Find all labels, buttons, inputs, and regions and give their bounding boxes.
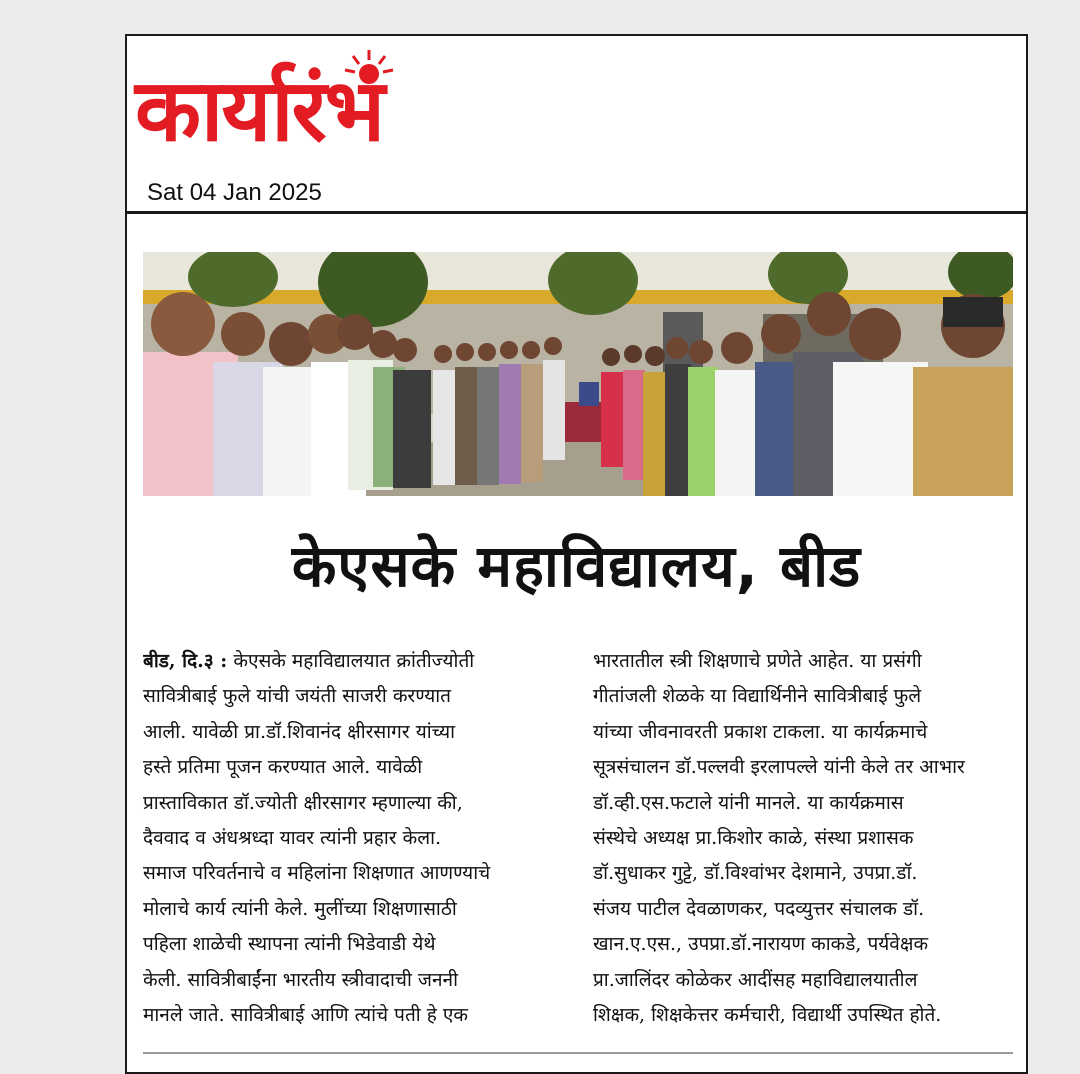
- event-photo: [143, 252, 1013, 496]
- column-line: भारतातील स्त्री शिक्षणाचे प्रणेते आहेत. या प्रसंगी: [593, 650, 922, 672]
- column-line: मोलाचे कार्य त्यांनी केले. मुलींच्या शिक्षणासाठी: [143, 897, 457, 920]
- logo-wordmark: कार्यारंभ: [135, 61, 384, 161]
- masthead: [127, 36, 1026, 214]
- column-line: शिक्षक, शिक्षकेत्तर कर्मचारी, विद्यार्थी उपस्थित होते.: [593, 1004, 942, 1027]
- column-divider-rule: [143, 1052, 1013, 1054]
- article-column-left: [143, 644, 563, 1033]
- newspaper-clipping: [125, 34, 1028, 1074]
- column-line: सूत्रसंचालन डॉ.पल्लवी इरलापल्ले यांनी केले तर आभार: [593, 756, 965, 779]
- article-headline: केएसके महाविद्यालय, बीड: [291, 532, 862, 600]
- article-dateline: बीड, दि.३ :: [143, 650, 228, 672]
- column-line: पहिला शाळेची स्थापना त्यांनी भिडेवाडी येथे: [143, 933, 436, 956]
- issue-date: Sat 04 Jan 2025: [147, 179, 322, 206]
- column-line: यांच्या जीवनावरती प्रकाश टाकला. या कार्यक्रमाचे: [593, 720, 928, 743]
- column-line: प्रास्ताविकात डॉ.ज्योती क्षीरसागर म्हणाल्या की,: [143, 791, 463, 814]
- column-line: बीड, दि.३ : केएसके महाविद्यालयात क्रांतीज्योती: [143, 650, 475, 672]
- column-line: हस्ते प्रतिमा पूजन करण्यात आले. यावेळी: [143, 756, 423, 779]
- newspaper-logo: [135, 48, 475, 178]
- column-line: डॉ.व्ही.एस.फटाले यांनी मानले. या कार्यक्रमास: [593, 791, 904, 814]
- column-line: दैववाद व अंधश्रध्दा यावर त्यांनी प्रहार केला.: [143, 827, 442, 850]
- column-line: प्रा.जालिंदर कोळेकर आदींसह महाविद्यालयातील: [593, 968, 918, 991]
- column-line: संस्थेचे अध्यक्ष प्रा.किशोर काळे, संस्था प्रशासक: [593, 827, 914, 850]
- article-column-right: [593, 644, 1013, 1033]
- column-line: सावित्रीबाई फुले यांची जयंती साजरी करण्यात: [143, 685, 451, 708]
- column-line: समाज परिवर्तनाचे व महिलांना शिक्षणात आणण्याचे: [143, 862, 491, 885]
- column-line: डॉ.सुधाकर गुट्टे, डॉ.विश्वांभर देशमाने, उपप्रा.डॉ.: [593, 862, 918, 885]
- column-line: संजय पाटील देवळाणकर, पदव्युत्तर संचालक डॉ.: [593, 897, 925, 920]
- column-line: मानले जाते. सावित्रीबाई आणि त्यांचे पती हे एक: [143, 1004, 468, 1027]
- column-line: खान.ए.एस., उपप्रा.डॉ.नारायण काकडे, पर्यवेक्षक: [593, 933, 929, 956]
- column-line: केली. सावित्रीबाईंना भारतीय स्त्रीवादाची जननी: [143, 968, 459, 991]
- column-line: आली. यावेळी प्रा.डॉ.शिवानंद क्षीरसागर यांच्या: [143, 720, 456, 743]
- column-line: गीतांजली शेळके या विद्यार्थिनीने सावित्रीबाई फुले: [593, 685, 922, 708]
